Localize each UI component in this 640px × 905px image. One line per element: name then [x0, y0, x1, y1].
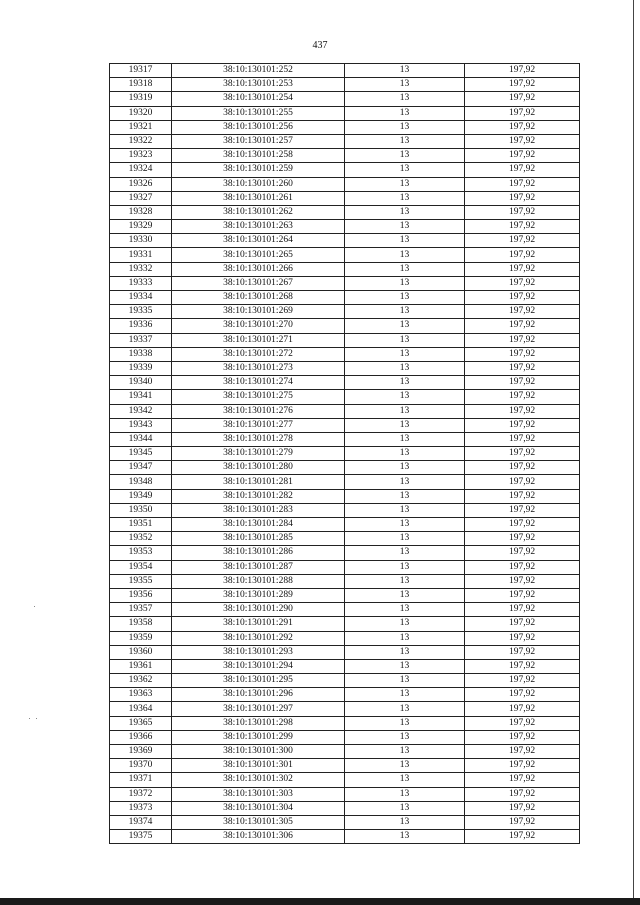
cadastral-number-cell: 38:10:130101:299 — [172, 730, 345, 744]
amount-cell: 197,92 — [465, 475, 580, 489]
count-cell: 13 — [345, 702, 465, 716]
count-cell: 13 — [345, 787, 465, 801]
record-number-cell: 19361 — [110, 659, 172, 673]
amount-cell: 197,92 — [465, 631, 580, 645]
table-row — [110, 574, 580, 588]
table-row — [110, 447, 580, 461]
record-number-cell: 19336 — [110, 319, 172, 333]
cadastral-number-cell: 38:10:130101:275 — [172, 390, 345, 404]
cadastral-number-cell: 38:10:130101:270 — [172, 319, 345, 333]
amount-cell: 197,92 — [465, 688, 580, 702]
amount-cell: 197,92 — [465, 361, 580, 375]
cadastral-number-cell: 38:10:130101:297 — [172, 702, 345, 716]
cadastral-number-cell: 38:10:130101:265 — [172, 248, 345, 262]
count-cell: 13 — [345, 361, 465, 375]
record-number-cell: 19321 — [110, 120, 172, 134]
amount-cell: 197,92 — [465, 787, 580, 801]
cadastral-number-cell: 38:10:130101:306 — [172, 830, 345, 844]
record-number-cell: 19359 — [110, 631, 172, 645]
amount-cell: 197,92 — [465, 291, 580, 305]
record-number-cell: 19375 — [110, 830, 172, 844]
table-row — [110, 518, 580, 532]
count-cell: 13 — [345, 518, 465, 532]
record-number-cell: 19371 — [110, 773, 172, 787]
table-row — [110, 404, 580, 418]
amount-cell: 197,92 — [465, 447, 580, 461]
cadastral-number-cell: 38:10:130101:260 — [172, 177, 345, 191]
amount-cell: 197,92 — [465, 759, 580, 773]
count-cell: 13 — [345, 574, 465, 588]
cadastral-number-cell: 38:10:130101:278 — [172, 432, 345, 446]
record-number-cell: 19360 — [110, 645, 172, 659]
cadastral-number-cell: 38:10:130101:291 — [172, 617, 345, 631]
cadastral-number-cell: 38:10:130101:293 — [172, 645, 345, 659]
amount-cell: 197,92 — [465, 177, 580, 191]
cadastral-number-cell: 38:10:130101:305 — [172, 815, 345, 829]
record-number-cell: 19362 — [110, 674, 172, 688]
count-cell: 13 — [345, 461, 465, 475]
amount-cell: 197,92 — [465, 92, 580, 106]
cadastral-number-cell: 38:10:130101:273 — [172, 361, 345, 375]
amount-cell: 197,92 — [465, 333, 580, 347]
count-cell: 13 — [345, 631, 465, 645]
record-number-cell: 19363 — [110, 688, 172, 702]
amount-cell: 197,92 — [465, 588, 580, 602]
table-row — [110, 432, 580, 446]
scan-speck — [36, 718, 37, 719]
amount-cell: 197,92 — [465, 205, 580, 219]
amount-cell: 197,92 — [465, 106, 580, 120]
amount-cell: 197,92 — [465, 532, 580, 546]
amount-cell: 197,92 — [465, 404, 580, 418]
table-row — [110, 376, 580, 390]
record-number-cell: 19358 — [110, 617, 172, 631]
amount-cell: 197,92 — [465, 716, 580, 730]
table-row — [110, 262, 580, 276]
amount-cell: 197,92 — [465, 801, 580, 815]
table-row — [110, 787, 580, 801]
table-row — [110, 688, 580, 702]
cadastral-number-cell: 38:10:130101:271 — [172, 333, 345, 347]
cadastral-number-cell: 38:10:130101:284 — [172, 518, 345, 532]
record-number-cell: 19337 — [110, 333, 172, 347]
table-row — [110, 319, 580, 333]
count-cell: 13 — [345, 205, 465, 219]
cadastral-number-cell: 38:10:130101:301 — [172, 759, 345, 773]
count-cell: 13 — [345, 489, 465, 503]
record-number-cell: 19369 — [110, 745, 172, 759]
cadastral-number-cell: 38:10:130101:279 — [172, 447, 345, 461]
amount-cell: 197,92 — [465, 149, 580, 163]
cadastral-number-cell: 38:10:130101:252 — [172, 64, 345, 78]
count-cell: 13 — [345, 447, 465, 461]
record-number-cell: 19343 — [110, 418, 172, 432]
cadastral-number-cell: 38:10:130101:268 — [172, 291, 345, 305]
cadastral-number-cell: 38:10:130101:255 — [172, 106, 345, 120]
table-row — [110, 163, 580, 177]
count-cell: 13 — [345, 503, 465, 517]
amount-cell: 197,92 — [465, 262, 580, 276]
cadastral-number-cell: 38:10:130101:253 — [172, 78, 345, 92]
scan-edge-bottom — [0, 898, 640, 905]
count-cell: 13 — [345, 376, 465, 390]
count-cell: 13 — [345, 688, 465, 702]
record-number-cell: 19370 — [110, 759, 172, 773]
cadastral-number-cell: 38:10:130101:254 — [172, 92, 345, 106]
count-cell: 13 — [345, 291, 465, 305]
cadastral-number-cell: 38:10:130101:277 — [172, 418, 345, 432]
record-number-cell: 19317 — [110, 64, 172, 78]
record-number-cell: 19345 — [110, 447, 172, 461]
amount-cell: 197,92 — [465, 815, 580, 829]
table-row — [110, 120, 580, 134]
cadastral-number-cell: 38:10:130101:261 — [172, 191, 345, 205]
record-number-cell: 19351 — [110, 518, 172, 532]
count-cell: 13 — [345, 78, 465, 92]
record-number-cell: 19334 — [110, 291, 172, 305]
cadastral-number-cell: 38:10:130101:303 — [172, 787, 345, 801]
count-cell: 13 — [345, 475, 465, 489]
record-number-cell: 19373 — [110, 801, 172, 815]
cadastral-number-cell: 38:10:130101:274 — [172, 376, 345, 390]
count-cell: 13 — [345, 716, 465, 730]
cadastral-number-cell: 38:10:130101:276 — [172, 404, 345, 418]
amount-cell: 197,92 — [465, 674, 580, 688]
table-row — [110, 546, 580, 560]
cadastral-number-cell: 38:10:130101:295 — [172, 674, 345, 688]
record-number-cell: 19326 — [110, 177, 172, 191]
count-cell: 13 — [345, 532, 465, 546]
count-cell: 13 — [345, 730, 465, 744]
record-number-cell: 19324 — [110, 163, 172, 177]
count-cell: 13 — [345, 432, 465, 446]
cadastral-number-cell: 38:10:130101:294 — [172, 659, 345, 673]
amount-cell: 197,92 — [465, 276, 580, 290]
record-number-cell: 19344 — [110, 432, 172, 446]
amount-cell: 197,92 — [465, 432, 580, 446]
count-cell: 13 — [345, 759, 465, 773]
record-number-cell: 19335 — [110, 305, 172, 319]
count-cell: 13 — [345, 773, 465, 787]
amount-cell: 197,92 — [465, 546, 580, 560]
count-cell: 13 — [345, 134, 465, 148]
count-cell: 13 — [345, 106, 465, 120]
record-number-cell: 19330 — [110, 234, 172, 248]
cadastral-number-cell: 38:10:130101:304 — [172, 801, 345, 815]
record-number-cell: 19323 — [110, 149, 172, 163]
table-row — [110, 418, 580, 432]
table-row — [110, 631, 580, 645]
table-row — [110, 92, 580, 106]
table-row — [110, 134, 580, 148]
amount-cell: 197,92 — [465, 617, 580, 631]
count-cell: 13 — [345, 319, 465, 333]
amount-cell: 197,92 — [465, 305, 580, 319]
amount-cell: 197,92 — [465, 248, 580, 262]
count-cell: 13 — [345, 305, 465, 319]
amount-cell: 197,92 — [465, 702, 580, 716]
table-row — [110, 645, 580, 659]
table-row — [110, 106, 580, 120]
parcel-table-body — [110, 64, 580, 844]
table-row — [110, 191, 580, 205]
table-row — [110, 475, 580, 489]
table-row — [110, 489, 580, 503]
amount-cell: 197,92 — [465, 603, 580, 617]
count-cell: 13 — [345, 92, 465, 106]
amount-cell: 197,92 — [465, 220, 580, 234]
count-cell: 13 — [345, 120, 465, 134]
record-number-cell: 19329 — [110, 220, 172, 234]
amount-cell: 197,92 — [465, 234, 580, 248]
cadastral-number-cell: 38:10:130101:263 — [172, 220, 345, 234]
cadastral-number-cell: 38:10:130101:298 — [172, 716, 345, 730]
record-number-cell: 19349 — [110, 489, 172, 503]
table-row — [110, 276, 580, 290]
count-cell: 13 — [345, 390, 465, 404]
record-number-cell: 19356 — [110, 588, 172, 602]
table-row — [110, 461, 580, 475]
table-row — [110, 830, 580, 844]
cadastral-number-cell: 38:10:130101:256 — [172, 120, 345, 134]
table-row — [110, 773, 580, 787]
table-row — [110, 149, 580, 163]
table-row — [110, 64, 580, 78]
amount-cell: 197,92 — [465, 390, 580, 404]
cadastral-number-cell: 38:10:130101:259 — [172, 163, 345, 177]
table-row — [110, 730, 580, 744]
record-number-cell: 19339 — [110, 361, 172, 375]
amount-cell: 197,92 — [465, 773, 580, 787]
cadastral-number-cell: 38:10:130101:285 — [172, 532, 345, 546]
table-row — [110, 674, 580, 688]
count-cell: 13 — [345, 659, 465, 673]
table-row — [110, 560, 580, 574]
table-row — [110, 617, 580, 631]
table-row — [110, 659, 580, 673]
amount-cell: 197,92 — [465, 503, 580, 517]
table-row — [110, 177, 580, 191]
count-cell: 13 — [345, 234, 465, 248]
cadastral-number-cell: 38:10:130101:257 — [172, 134, 345, 148]
amount-cell: 197,92 — [465, 191, 580, 205]
record-number-cell: 19322 — [110, 134, 172, 148]
cadastral-number-cell: 38:10:130101:283 — [172, 503, 345, 517]
cadastral-number-cell: 38:10:130101:289 — [172, 588, 345, 602]
record-number-cell: 19366 — [110, 730, 172, 744]
record-number-cell: 19320 — [110, 106, 172, 120]
table-row — [110, 361, 580, 375]
table-row — [110, 716, 580, 730]
table-row — [110, 603, 580, 617]
parcel-table — [109, 63, 580, 844]
record-number-cell: 19357 — [110, 603, 172, 617]
record-number-cell: 19355 — [110, 574, 172, 588]
table-row — [110, 702, 580, 716]
count-cell: 13 — [345, 560, 465, 574]
table-row — [110, 78, 580, 92]
count-cell: 13 — [345, 617, 465, 631]
cadastral-number-cell: 38:10:130101:287 — [172, 560, 345, 574]
table-row — [110, 305, 580, 319]
count-cell: 13 — [345, 588, 465, 602]
amount-cell: 197,92 — [465, 659, 580, 673]
cadastral-number-cell: 38:10:130101:267 — [172, 276, 345, 290]
count-cell: 13 — [345, 276, 465, 290]
record-number-cell: 19338 — [110, 347, 172, 361]
scan-edge-right — [633, 0, 634, 905]
cadastral-number-cell: 38:10:130101:258 — [172, 149, 345, 163]
table-row — [110, 291, 580, 305]
cadastral-number-cell: 38:10:130101:272 — [172, 347, 345, 361]
amount-cell: 197,92 — [465, 347, 580, 361]
scan-speck — [34, 606, 35, 607]
record-number-cell: 19319 — [110, 92, 172, 106]
table-row — [110, 745, 580, 759]
record-number-cell: 19340 — [110, 376, 172, 390]
cadastral-number-cell: 38:10:130101:269 — [172, 305, 345, 319]
count-cell: 13 — [345, 745, 465, 759]
amount-cell: 197,92 — [465, 376, 580, 390]
record-number-cell: 19332 — [110, 262, 172, 276]
cadastral-number-cell: 38:10:130101:286 — [172, 546, 345, 560]
table-row — [110, 815, 580, 829]
count-cell: 13 — [345, 177, 465, 191]
count-cell: 13 — [345, 163, 465, 177]
cadastral-number-cell: 38:10:130101:296 — [172, 688, 345, 702]
count-cell: 13 — [345, 149, 465, 163]
record-number-cell: 19354 — [110, 560, 172, 574]
count-cell: 13 — [345, 418, 465, 432]
table-row — [110, 588, 580, 602]
table-row — [110, 347, 580, 361]
record-number-cell: 19350 — [110, 503, 172, 517]
record-number-cell: 19348 — [110, 475, 172, 489]
amount-cell: 197,92 — [465, 574, 580, 588]
table-row — [110, 333, 580, 347]
cadastral-number-cell: 38:10:130101:264 — [172, 234, 345, 248]
cadastral-number-cell: 38:10:130101:282 — [172, 489, 345, 503]
count-cell: 13 — [345, 801, 465, 815]
amount-cell: 197,92 — [465, 830, 580, 844]
table-row — [110, 205, 580, 219]
table-row — [110, 234, 580, 248]
count-cell: 13 — [345, 815, 465, 829]
count-cell: 13 — [345, 191, 465, 205]
cadastral-number-cell: 38:10:130101:281 — [172, 475, 345, 489]
count-cell: 13 — [345, 64, 465, 78]
amount-cell: 197,92 — [465, 461, 580, 475]
record-number-cell: 19352 — [110, 532, 172, 546]
cadastral-number-cell: 38:10:130101:280 — [172, 461, 345, 475]
count-cell: 13 — [345, 248, 465, 262]
amount-cell: 197,92 — [465, 730, 580, 744]
record-number-cell: 19364 — [110, 702, 172, 716]
record-number-cell: 19341 — [110, 390, 172, 404]
amount-cell: 197,92 — [465, 518, 580, 532]
count-cell: 13 — [345, 333, 465, 347]
amount-cell: 197,92 — [465, 645, 580, 659]
cadastral-number-cell: 38:10:130101:302 — [172, 773, 345, 787]
count-cell: 13 — [345, 645, 465, 659]
record-number-cell: 19374 — [110, 815, 172, 829]
table-row — [110, 220, 580, 234]
amount-cell: 197,92 — [465, 120, 580, 134]
record-number-cell: 19353 — [110, 546, 172, 560]
cadastral-number-cell: 38:10:130101:266 — [172, 262, 345, 276]
page-number: 437 — [312, 40, 328, 51]
record-number-cell: 19333 — [110, 276, 172, 290]
record-number-cell: 19365 — [110, 716, 172, 730]
count-cell: 13 — [345, 220, 465, 234]
record-number-cell: 19342 — [110, 404, 172, 418]
record-number-cell: 19372 — [110, 787, 172, 801]
count-cell: 13 — [345, 546, 465, 560]
record-number-cell: 19328 — [110, 205, 172, 219]
count-cell: 13 — [345, 262, 465, 276]
cadastral-number-cell: 38:10:130101:262 — [172, 205, 345, 219]
amount-cell: 197,92 — [465, 745, 580, 759]
amount-cell: 197,92 — [465, 319, 580, 333]
amount-cell: 197,92 — [465, 418, 580, 432]
table-row — [110, 390, 580, 404]
count-cell: 13 — [345, 404, 465, 418]
amount-cell: 197,92 — [465, 163, 580, 177]
amount-cell: 197,92 — [465, 134, 580, 148]
count-cell: 13 — [345, 347, 465, 361]
count-cell: 13 — [345, 830, 465, 844]
record-number-cell: 19327 — [110, 191, 172, 205]
amount-cell: 197,92 — [465, 78, 580, 92]
table-row — [110, 503, 580, 517]
cadastral-number-cell: 38:10:130101:300 — [172, 745, 345, 759]
record-number-cell: 19318 — [110, 78, 172, 92]
count-cell: 13 — [345, 603, 465, 617]
table-row — [110, 248, 580, 262]
amount-cell: 197,92 — [465, 489, 580, 503]
amount-cell: 197,92 — [465, 64, 580, 78]
table-row — [110, 801, 580, 815]
cadastral-number-cell: 38:10:130101:292 — [172, 631, 345, 645]
record-number-cell: 19347 — [110, 461, 172, 475]
count-cell: 13 — [345, 674, 465, 688]
table-row — [110, 759, 580, 773]
record-number-cell: 19331 — [110, 248, 172, 262]
cadastral-number-cell: 38:10:130101:290 — [172, 603, 345, 617]
table-row — [110, 532, 580, 546]
amount-cell: 197,92 — [465, 560, 580, 574]
cadastral-number-cell: 38:10:130101:288 — [172, 574, 345, 588]
scan-speck — [29, 718, 30, 719]
